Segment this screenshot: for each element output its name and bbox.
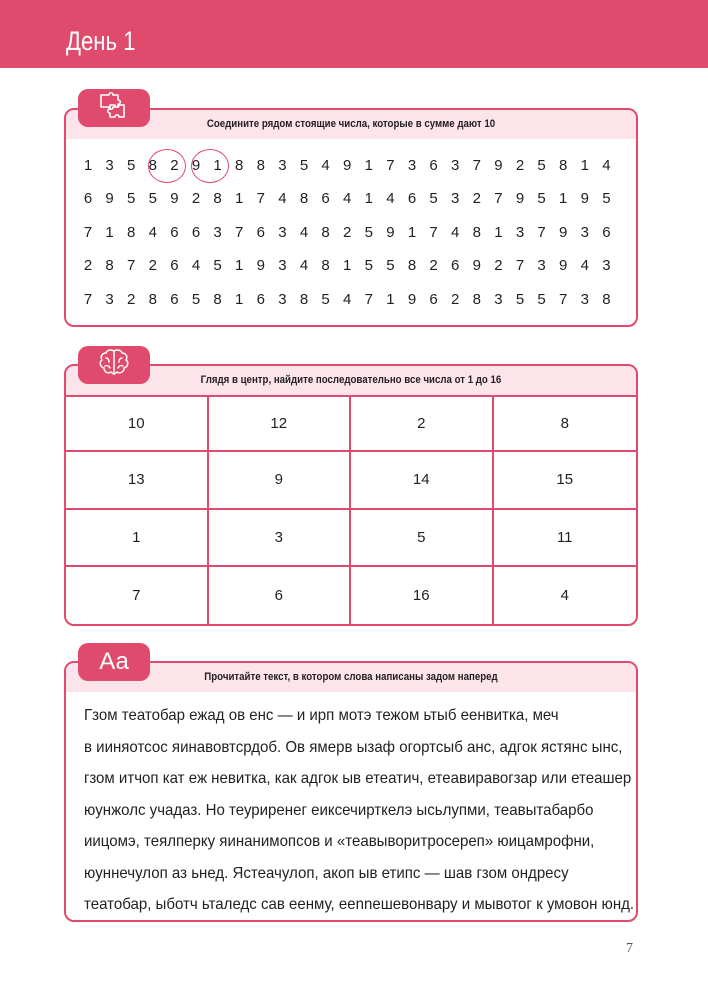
number-digit: 9 [386,224,395,241]
task-title-bar [66,110,636,139]
number-digit: 4 [299,257,309,274]
number-digit: 9 [407,291,417,308]
number-digit: 3 [105,291,114,308]
number-digit: 8 [105,257,114,274]
number-digit: 7 [429,224,438,241]
number-digit: 6 [321,190,330,207]
task-tab [78,89,150,127]
number-digit: 2 [170,157,179,174]
number-digit: 9 [256,257,265,274]
page-number: 7 [626,941,633,956]
grid-cell[interactable]: 7 [66,567,209,624]
number-digit: 5 [127,190,136,207]
number-digit: 8 [213,190,222,207]
number-digit: 2 [429,257,438,274]
number-digit: 8 [321,257,330,274]
number-digit: 4 [580,257,589,274]
number-digit: 8 [256,157,265,174]
number-digit: 1 [235,190,244,207]
number-row [66,189,636,209]
number-digit: 7 [494,190,503,207]
number-digit: 1 [364,157,373,174]
grid-cell[interactable]: 12 [209,395,352,452]
number-digit: 5 [148,190,157,207]
number-digit: 8 [559,157,568,174]
number-digit: 1 [494,224,503,241]
number-digit: 5 [191,291,201,308]
number-digit: 4 [278,190,287,207]
number-digit: 9 [515,190,525,207]
number-digit: 6 [602,224,611,241]
number-digit: 6 [429,291,438,308]
number-digit: 6 [83,190,93,207]
number-digit: 7 [537,224,546,241]
text-line: Гзом театобар ежад ов енс — и ирп мотэ тежом ьтыб еенвитка, меч [84,707,559,724]
number-digit: 8 [148,291,157,308]
number-digit: 6 [170,257,179,274]
number-digit: 1 [213,157,222,174]
number-digit: 3 [580,291,589,308]
number-digit: 5 [386,257,395,274]
number-digit: 2 [343,224,352,241]
number-digit: 1 [364,190,373,207]
number-digit: 4 [321,157,330,174]
number-digit: 6 [256,291,265,308]
number-digit: 9 [343,157,352,174]
number-digit: 4 [148,224,157,241]
number-digit: 9 [170,190,179,207]
task-card-number-pairs [64,108,638,327]
number-digit: 8 [213,291,222,308]
number-digit: 5 [515,291,525,308]
number-digit: 9 [105,190,114,207]
grid-cell[interactable]: 5 [351,510,494,567]
task-tab [78,643,150,681]
grid-cell[interactable]: 6 [209,567,352,624]
task-title: Глядя в центр, найдите последовательно все числа от 1 до 16 [200,374,502,386]
number-digit: 3 [451,157,460,174]
letters-icon: Аа [99,648,129,675]
number-digit: 1 [235,257,244,274]
number-digit: 8 [299,291,309,308]
number-digit: 1 [105,224,114,241]
number-digit: 6 [170,224,179,241]
number-digit: 1 [580,157,589,174]
task-title: Соедините рядом стоящие числа, которые в сумме дают 10 [206,118,496,130]
number-digit: 2 [451,291,460,308]
number-digit: 5 [537,190,546,207]
number-digit: 7 [515,257,525,274]
text-line: юунжолс учадаз. Но теуриренег еиксечирткелэ ысьлупми, теавытабарбо [84,801,594,819]
grid-cell[interactable]: 3 [209,510,352,567]
number-digit: 2 [191,190,201,207]
number-digit: 3 [278,224,287,241]
number-digit: 4 [343,291,352,308]
example-circle [191,149,229,183]
number-digit: 2 [515,157,525,174]
grid-cell[interactable]: 11 [494,510,637,567]
number-digit: 1 [559,190,568,207]
number-digit: 6 [256,224,265,241]
grid-cell[interactable]: 10 [66,395,209,452]
number-digit: 7 [364,291,373,308]
task-title-bar [66,663,636,692]
number-digit: 8 [407,257,417,274]
number-digit: 9 [191,157,201,174]
number-digit: 1 [235,291,244,308]
number-digit: 1 [407,224,417,241]
number-digit: 7 [386,157,395,174]
number-digit: 2 [83,257,93,274]
number-row [66,256,636,276]
number-digit: 7 [83,224,93,241]
number-digit: 9 [580,190,589,207]
number-digit: 3 [602,257,611,274]
number-digit: 7 [472,157,481,174]
number-digit: 3 [105,157,114,174]
number-digit: 3 [494,291,503,308]
reversed-text [84,700,635,921]
number-digit: 5 [429,190,438,207]
number-digit: 7 [559,291,568,308]
number-digit: 3 [278,257,287,274]
number-digit: 2 [494,257,503,274]
text-line: юуннечулоп аз ьнед. Ястеачулоп, акоп ыв етипс — шав гзом ондресу [84,864,569,882]
number-digit: 3 [278,291,287,308]
number-digit: 5 [364,257,373,274]
number-digit: 7 [256,190,265,207]
number-digit: 3 [451,190,460,207]
number-digit: 4 [451,224,460,241]
number-digit: 4 [191,257,201,274]
number-digit: 6 [170,291,179,308]
number-digit: 5 [213,257,222,274]
number-digit: 8 [472,291,481,308]
task-title: Прочитайте текст, в котором слова написаны задом наперед [204,671,498,683]
number-row [66,290,636,310]
number-row [66,223,636,243]
number-digit: 3 [537,257,546,274]
number-digit: 9 [559,257,568,274]
number-grid [66,395,636,624]
number-digit: 3 [407,157,417,174]
number-digit: 4 [299,224,309,241]
text-line: в ииняотсос яинавовтсрдоб. Ов ямерв ызаф огортсыб анс, адгок ястянс ынс, [84,738,623,756]
number-digit: 1 [343,257,352,274]
number-digit: 2 [148,257,157,274]
grid-cell[interactable]: 13 [66,452,209,509]
number-digit: 5 [127,157,136,174]
number-digit: 2 [127,291,136,308]
task-card-reverse-text [64,661,638,922]
number-digit: 8 [299,190,309,207]
grid-cell[interactable]: 4 [560,586,569,604]
number-digit: 9 [559,224,568,241]
number-digit: 3 [278,157,287,174]
number-digit: 4 [343,190,352,207]
puzzle-icon [98,91,130,126]
number-digit: 5 [299,157,309,174]
grid-cell[interactable]: 8 [494,395,637,452]
header-bar [0,0,708,68]
grid-cell[interactable]: 2 [351,395,494,452]
number-digit: 5 [537,291,546,308]
number-digit: 8 [127,224,136,241]
text-line: гзом итчоп кат еж невитка, как адгок ыв етеатич, етеавиравогзар или етеашер [84,770,632,787]
number-digit: 9 [494,157,503,174]
number-digit: 5 [537,157,546,174]
grid-cell[interactable]: 9 [209,452,352,509]
number-digit: 8 [321,224,330,241]
number-digit: 5 [364,224,373,241]
number-digit: 7 [83,291,93,308]
example-circle [148,149,186,183]
number-digit: 3 [515,224,525,241]
number-digit: 4 [602,157,611,174]
number-digit: 5 [321,291,330,308]
text-line: театобар, ыботч ьталедс сав еенму, еennешевонвару и мывотог к умовон юнд. [84,896,635,913]
task-title-bar [66,366,636,395]
number-digit: 7 [235,224,244,241]
task-card-number-grid [64,364,638,626]
number-digit: 6 [407,190,417,207]
grid-cell[interactable]: 16 [351,567,494,624]
page-title: День 1 [66,26,136,56]
number-digit: 6 [191,224,201,241]
number-digit: 8 [472,224,481,241]
text-line: иицомэ, теялперку яинанимопсов и «теавыворитросереп» юицамрофни, [84,833,595,850]
number-digit: 6 [451,257,460,274]
number-digit: 3 [580,224,589,241]
number-digit: 6 [429,157,438,174]
grid-cell[interactable]: 15 [494,452,637,509]
number-digit: 1 [386,291,395,308]
number-digit: 3 [213,224,222,241]
number-digit: 4 [386,190,395,207]
task-tab [78,346,150,384]
number-digit: 1 [83,157,93,174]
number-digit: 5 [602,190,611,207]
number-digit: 9 [472,257,481,274]
number-digit: 7 [127,257,136,274]
grid-cell[interactable]: 1 [66,510,209,567]
grid-cell[interactable]: 14 [351,452,494,509]
number-digit: 2 [472,190,481,207]
number-digit: 8 [148,157,157,174]
brain-icon [97,348,131,383]
number-digit: 8 [602,291,611,308]
number-digit: 8 [235,157,244,174]
